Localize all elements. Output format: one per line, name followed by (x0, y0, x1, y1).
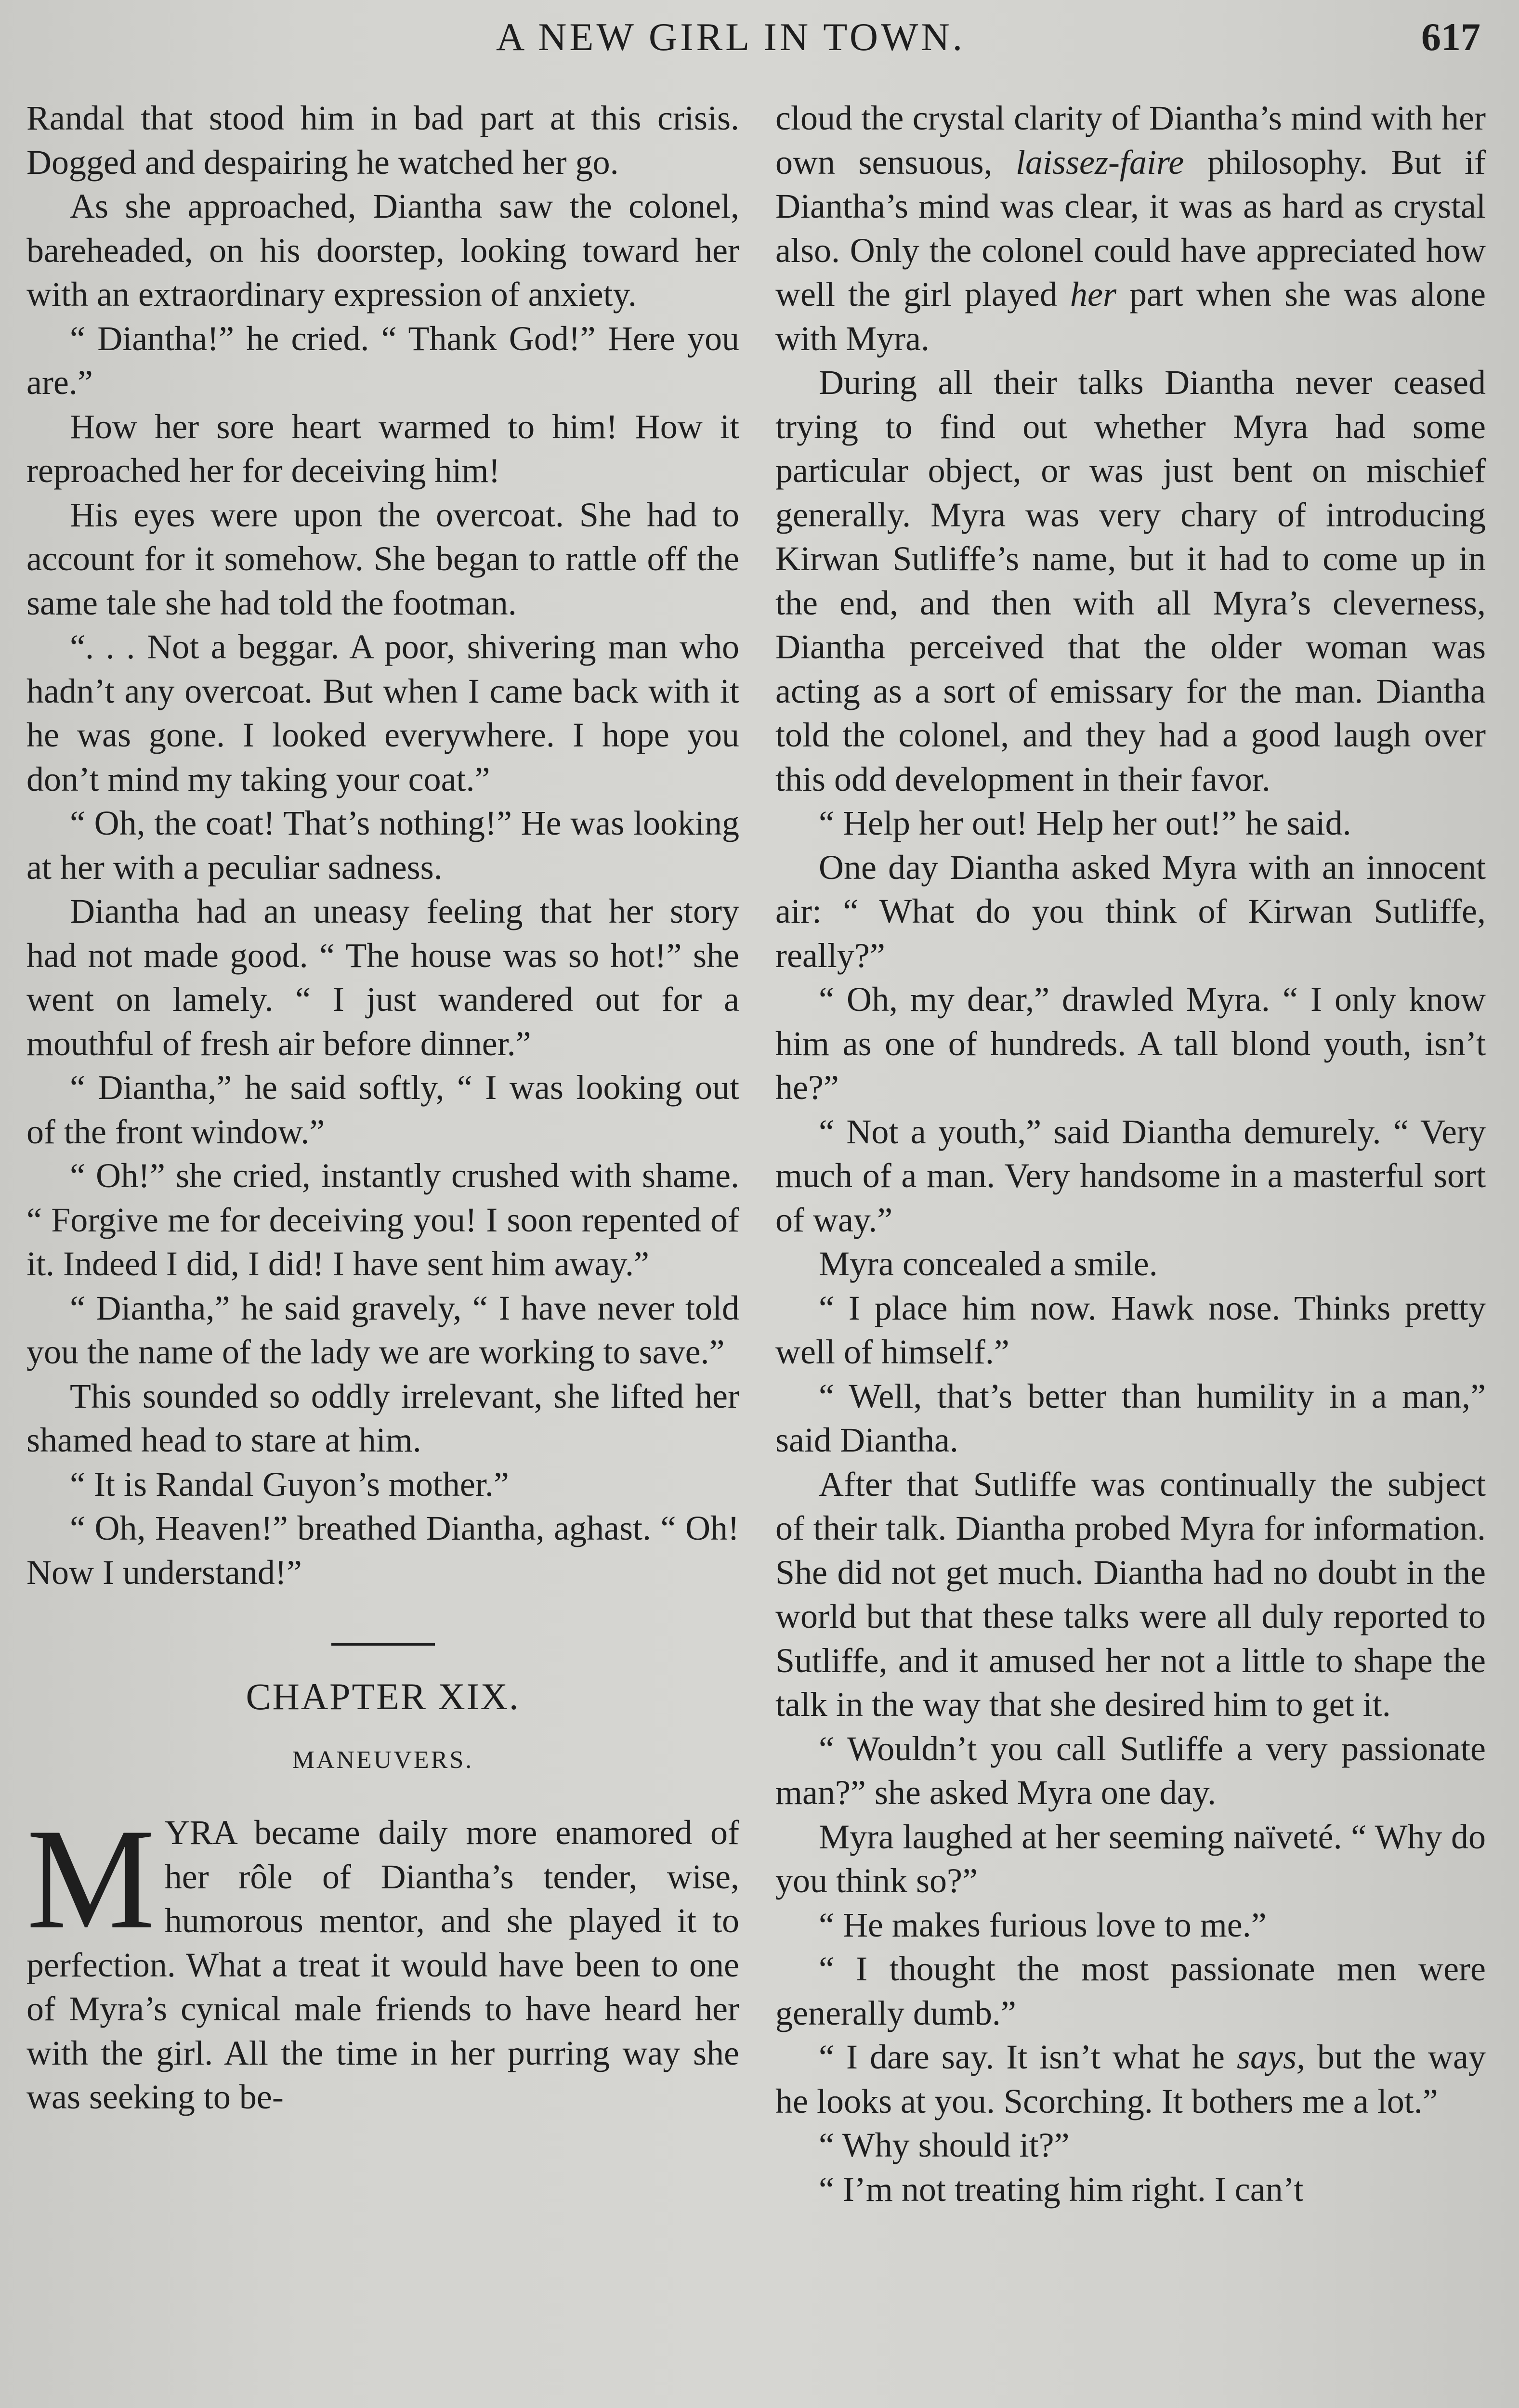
paragraph: “ It is Randal Guyon’s mother.” (70, 1465, 509, 1504)
paragraph: Diantha had an uneasy feeling that her story had not made good. “ The house was so hot!” she went on lamely. “ I just wandered out for a mouthful of fresh air before dinner.” (26, 892, 739, 1063)
paragraph: “ Why should it?” (819, 2126, 1070, 2164)
paragraph: “ He makes furious love to me.” (819, 1905, 1267, 1944)
paragraph: During all their talks Diantha never ceased trying to find out whether Myra had some particular object, or was just bent on mischief generally. Myra was very chary of introducing Kirwan Sutliffe’s name, but it had to come up in the end, and then with all Myra’s cleverness, Diantha perceived that the older woman was acting as a sort of emissary for the man. Diantha told the colonel, and they had a good laugh over this odd development in their favor. (775, 363, 1486, 798)
paragraph (775, 96, 1486, 361)
opening-text: YRA became daily more enamored of her rôle of Diantha’s tender, wise, humorous mentor, and she played it to perfection. What a treat it would have been to one of Myra’s cynical male friends to have heard her with the girl. All the time in her purring way she was seeking to be- (26, 1813, 739, 2116)
chapter-divider (331, 1643, 435, 1646)
text-run: philosophy. But if Diantha’s mind was clear, it was as hard as crystal also. Only the colonel could have appreciated how well the girl played (775, 143, 1486, 314)
paragraph: Myra concealed a smile. (819, 1244, 1158, 1283)
paragraph: “ I place him now. Hawk nose. Thinks pretty well of himself.” (775, 1288, 1486, 1371)
paragraph: How her sore heart warmed to him! How it reproached her for deceiving him! (26, 407, 739, 490)
paragraph: Randal that stood him in bad part at this crisis. Dogged and despairing he watched her go. (26, 99, 739, 182)
paragraph: “ I’m not treating him right. I can’t (819, 2170, 1304, 2209)
chapter-title: CHAPTER XIX. (246, 1675, 520, 1717)
page-header (0, 14, 1519, 72)
paragraph: “ Well, that’s better than humility in a man,” said Diantha. (775, 1376, 1486, 1459)
page-number: 617 (1421, 15, 1480, 59)
chapter-subtitle: MANEUVERS. (292, 1746, 474, 1774)
paragraph: “ Oh!” she cried, instantly crushed with shame. “ Forgive me for deceiving you! I soon repented of it. Indeed I did, I did! I have sent him away.” (26, 1156, 739, 1283)
paragraph: His eyes were upon the overcoat. She had to account for it somehow. She began to rattle off the same tale she had told the footman. (26, 495, 739, 622)
right-column (775, 96, 1486, 2212)
italic-run: says, (1236, 2038, 1305, 2076)
paragraph: This sounded so oddly irrelevant, she lifted her shamed head to stare at him. (26, 1376, 739, 1459)
italic-run: her (1070, 275, 1116, 314)
text-run: part when she was alone with Myra. (775, 275, 1486, 358)
paragraph: Myra laughed at her seeming naïveté. “ Why do you think so?” (775, 1817, 1486, 1900)
paragraph: “ Oh, my dear,” drawled Myra. “ I only know him as one of hundreds. A tall blond youth, isn’t he?” (775, 980, 1486, 1107)
paragraph: “ Oh, Heaven!” breathed Diantha, aghast. “ Oh! Now I understand!” (26, 1509, 739, 1592)
text-run: but the way he looks at you. Scorching. It bothers me a lot.” (775, 2038, 1486, 2120)
paragraph: One day Diantha asked Myra with an innocent air: “ What do you think of Kirwan Sutliffe, really?” (775, 848, 1486, 975)
text-run: cloud the crystal clarity of Diantha’s mind with her own sensuous, (775, 99, 1486, 182)
paragraph: “ Wouldn’t you call Sutliffe a very passionate man?” she asked Myra one day. (775, 1729, 1486, 1812)
left-column (26, 96, 739, 2120)
text-run: “ I dare say. It isn’t what he (819, 2038, 1237, 2076)
paragraph (775, 2035, 1486, 2123)
paragraph: After that Sutliffe was continually the subject of their talk. Diantha probed Myra for information. She did not get much. Diantha had no doubt in the world but that these talks were all duly reported to Sutliffe, and it amused her not a little to shape the talk in the way that she desired him to get it. (775, 1465, 1486, 1724)
paragraph: “ Not a youth,” said Diantha demurely. “ Very much of a man. Very handsome in a masterful sort of way.” (775, 1112, 1486, 1239)
paragraph: “ I thought the most passionate men were generally dumb.” (775, 1950, 1486, 2032)
paragraph: “ Help her out! Help her out!” he said. (819, 804, 1351, 842)
paragraph: “ Diantha,” he said softly, “ I was looking out of the front window.” (26, 1068, 739, 1151)
paragraph: “ Diantha!” he cried. “ Thank God!” Here you are.” (26, 319, 739, 402)
running-title: A NEW GIRL IN TOWN. (496, 15, 966, 59)
paragraph: “ Oh, the coat! That’s nothing!” He was looking at her with a peculiar sadness. (26, 804, 739, 887)
drop-cap: M (26, 1799, 155, 1959)
paragraph: “. . . Not a beggar. A poor, shivering man who hadn’t any overcoat. But when I came back with it he was gone. I looked everywhere. I hope you don’t mind my taking your coat.” (26, 628, 739, 798)
chapter-opening-paragraph (26, 1799, 739, 2120)
paragraph: “ Diantha,” he said gravely, “ I have never told you the name of the lady we are working to save.” (26, 1288, 739, 1371)
italic-run: laissez-faire (1015, 143, 1184, 182)
paragraph: As she approached, Diantha saw the colonel, bareheaded, on his doorstep, looking toward her with an extraordinary expression of anxiety. (26, 187, 739, 314)
